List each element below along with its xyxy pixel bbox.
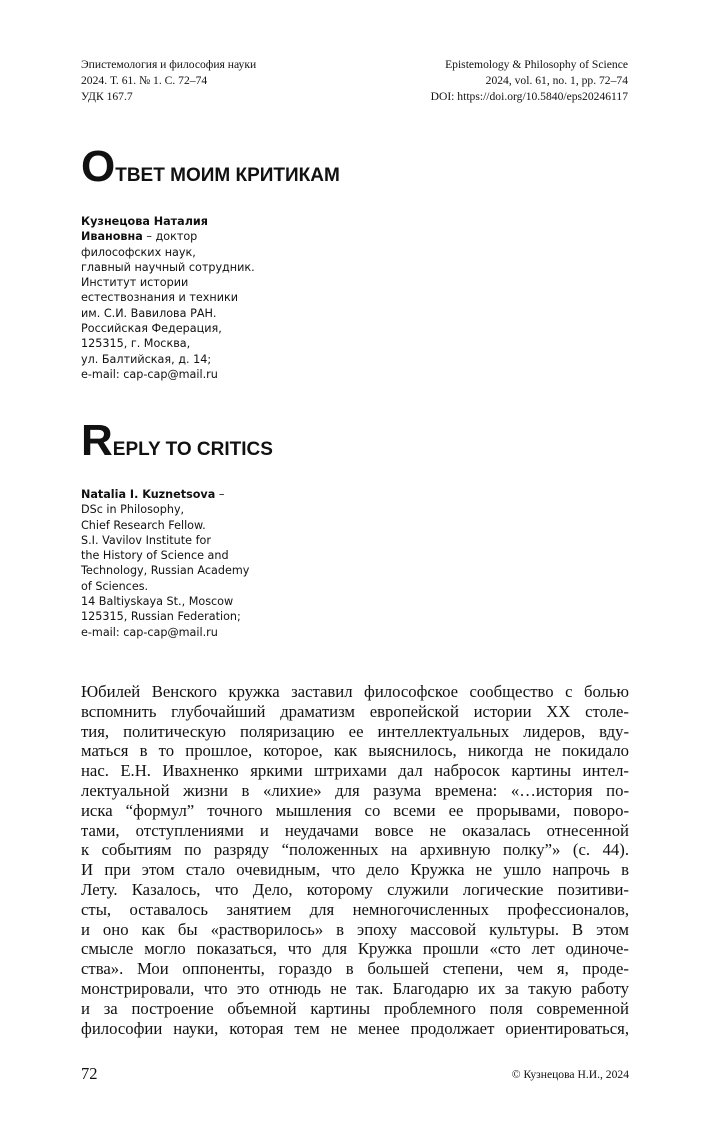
article-body (81, 682, 629, 1038)
doi-link[interactable]: DOI: https://doi.org/10.5840/eps20246117 (430, 90, 628, 103)
title-ru-rest: ТВЕТ МОИМ КРИТИКАМ (115, 165, 340, 186)
author-name-ru-line2: Ивановна (81, 230, 143, 244)
author-ru-line: естествознания и техники (81, 291, 238, 305)
udc-code: УДК 167.7 (81, 90, 133, 103)
body-line: вспомнить глубочайший драматизм европейской истории XX столе- (81, 701, 629, 721)
body-line: нас. Е.Н. Ивахненко яркими штрихами дал набросок картины интел- (81, 761, 629, 781)
body-line: Юбилей Венского кружка заставил философское сообщество с болью (81, 682, 629, 701)
body-line: смысле могло показаться, что для Кружка прошли «сто лет одиноче- (81, 939, 629, 959)
body-line: монстрировали, что это отнюдь не так. Благодарю их за такую работу (81, 978, 629, 998)
author-email-ru[interactable]: e-mail: cap-cap@mail.ru (81, 367, 218, 381)
author-ru-line: Институт истории (81, 276, 189, 290)
author-ru-line: философских наук, (81, 245, 196, 259)
author-name-en-dash: – (215, 488, 225, 501)
author-en-line: Technology, Russian Academy (81, 564, 250, 578)
title-en-initial: R (81, 416, 113, 465)
article-title-en (81, 416, 273, 465)
author-ru-line: ул. Балтийская, д. 14; (81, 352, 212, 366)
author-ru-line: Российская Федерация, (81, 322, 222, 336)
author-ru-line: 125315, г. Москва, (81, 337, 191, 351)
title-en-rest: EPLY TO CRITICS (112, 439, 273, 460)
body-line: и оно как бы «растворилось» в эпоху массовой культуры. В этом (81, 919, 629, 939)
body-line: Лету. Казалось, что Дело, которому служили логические позитиви- (81, 879, 629, 899)
body-line: И при этом стало очевидным, что дело Кружка не ушло напрочь в (81, 860, 629, 880)
body-line: философии науки, которая тем не менее продолжает ориентироваться, (81, 1018, 629, 1038)
journal-header-en (431, 57, 628, 105)
author-email-en[interactable]: e-mail: cap-cap@mail.ru (81, 625, 218, 639)
issue-info-en: 2024, vol. 61, no. 1, pp. 72–74 (485, 74, 628, 87)
author-en-line: the History of Science and (81, 549, 229, 563)
author-en-line: DSc in Philosophy, (81, 503, 185, 517)
page-number: 72 (81, 1064, 98, 1083)
body-line: сты, оставалось занятием для немногочисленных профессионалов, (81, 899, 629, 919)
author-ru-line: им. С.И. Вавилова РАН. (81, 306, 217, 320)
body-line: лектуальной жизни в «лихие» для разума времена: «…история по- (81, 780, 629, 800)
article-title-ru (81, 142, 340, 191)
body-line: тия, политическую поляризацию ее интеллектуальных лидеров, вду- (81, 721, 629, 741)
body-line: к событиям по разряду “положенных на архивную полку”» (с. 44). (81, 840, 629, 860)
author-en-line: S.I. Vavilov Institute for (81, 533, 211, 547)
issue-info-ru: 2024. Т. 61. № 1. С. 72–74 (81, 74, 208, 87)
author-ru-line: главный научный сотрудник. (81, 260, 255, 274)
body-line: тами, отступлениями и неудачами вовсе не оказалась отнесенной (81, 820, 629, 840)
author-en-line: 125315, Russian Federation; (81, 610, 241, 624)
author-info-en (81, 487, 311, 640)
body-line: ства». Мои оппоненты, гораздо в большей степени, чем я, проде- (81, 959, 629, 979)
copyright-notice: © Кузнецова Н.И., 2024 (511, 1068, 629, 1081)
body-line: иска “формул” точного мышления со всеми ее прорывами, поворо- (81, 800, 629, 820)
author-degree-ru-start: – доктор (142, 230, 198, 244)
journal-name-en: Epistemology & Philosophy of Science (445, 58, 628, 71)
author-name-ru-line1: Кузнецова Наталия (81, 215, 208, 228)
author-en-line: 14 Baltiyskaya St., Moscow (81, 595, 234, 609)
title-ru-initial: О (81, 142, 116, 191)
author-en-line: Chief Research Fellow. (81, 518, 206, 532)
author-info-ru (81, 214, 311, 382)
author-en-line: of Sciences. (81, 579, 149, 593)
author-name-en: Natalia I. Kuznetsova (81, 488, 216, 501)
body-line: маться в то прошлое, которое, как выяснилось, никогда не покидало (81, 741, 629, 761)
body-line: и за построение объемной картины проблемного поля современной (81, 998, 629, 1018)
journal-name-ru: Эпистемология и философия науки (81, 58, 257, 71)
journal-header-ru (81, 57, 256, 105)
